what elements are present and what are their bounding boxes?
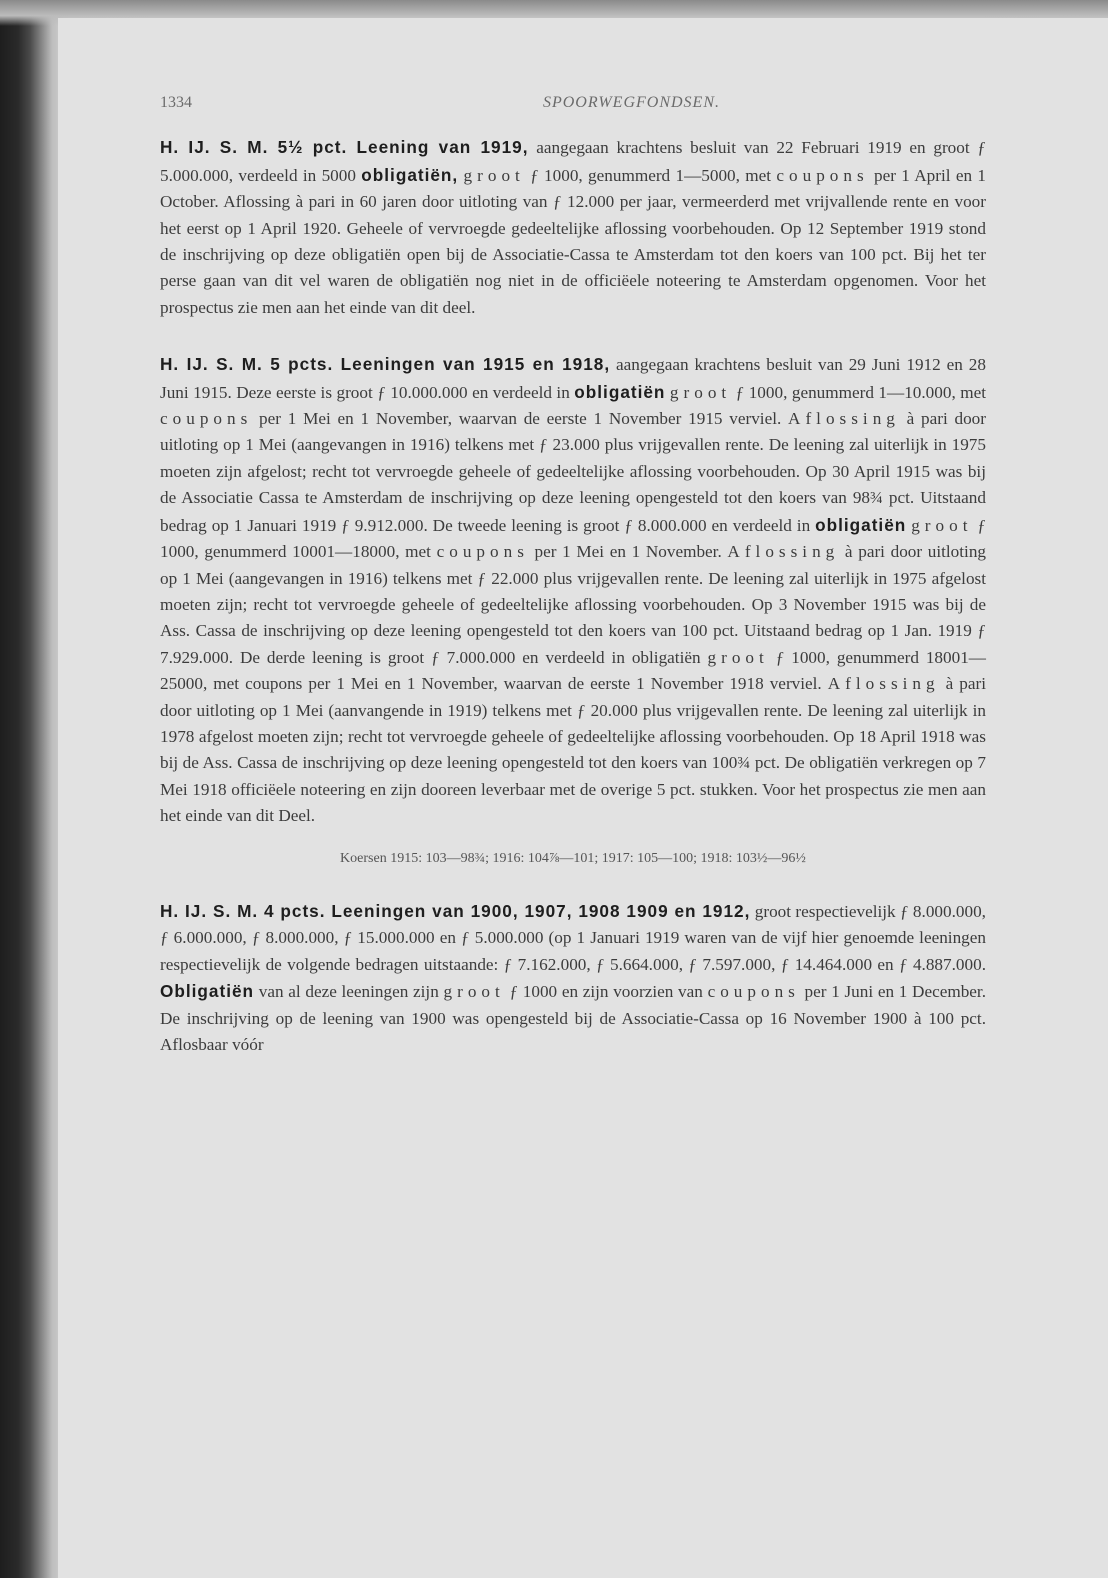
running-title: SPOORWEGFONDSEN. (542, 94, 720, 111)
page-number: 1334 (160, 94, 192, 111)
entry-heading: H. IJ. S. M. 5 pcts. Leeningen van 1915 en 1918, (160, 354, 611, 375)
entry-4-pct-1900-1912: H. IJ. S. M. 4 pcts. Leeningen van 1900, 1907, 1908 1909 en 1912, groot respectievelijk ƒ 8.000.000, ƒ 6.000.000, ƒ 8.000.000, ƒ 15.000.000 en ƒ 5.000.000 (op 1 Januari 1919 waren van de vijf hier genoemde leeningen respectievelijk de volgende bedragen uitstaande: ƒ 7.162.000, ƒ 5.664.000, ƒ 7.597.000, ƒ 14.464.000 en ƒ 4.887.000. Obligatiën van al deze leeningen zijn groot ƒ 1000 en zijn voorzien van coupons per 1 Juni en 1 December. De inschrijving op de leening van 1900 was opengesteld bij de Associatie-Cassa op 16 November 1900 à 100 pct. Aflosbaar vóór (160, 900, 986, 1054)
entry-5-pct-1915-1918: H. IJ. S. M. 5 pcts. Leeningen van 1915 en 1918, aangegaan krachtens besluit van 29 Juni 1912 en 28 Juni 1915. Deze eerste is groot ƒ 10.000.000 en verdeeld in obligatiën groot ƒ 1000, genummerd 1—10.000, met coupons per 1 Mei en 1 November, waarvan de eerste 1 November 1915 verviel. Aflossing à pari door uitloting op 1 Mei (aangevangen in 1916) telkens met ƒ 23.000 plus vrijgevallen rente. De leening zal uiterlijk in 1975 moeten zijn afgelost; recht tot vervroegde geheele of gedeeltelijke aflossing voorbehouden. Op 30 April 1915 was bij de Associatie Cassa te Amsterdam de inschrijving op deze leening opengesteld tot den koers van 98¾ pct. Uitstaand bedrag op 1 Januari 1919 ƒ 9.912.000. De tweede leening is groot ƒ 8.000.000 en verdeeld in obligatiën groot ƒ 1000, genummerd 10001—18000, met coupons per 1 Mei en 1 November. Aflossing à pari door uitloting op 1 Mei (aangevangen in 1916) telkens met ƒ 22.000 plus vrijgevallen rente. De leening zal uiterlijk in 1975 afgelost moeten zijn; recht tot vervroegde geheele of gedeeltelijke aflossing voorbehouden. Op 3 November 1915 was bij de Ass. Cassa de inschrijving op deze leening opengesteld tot den koers van 100 pct. Uitstaand bedrag op 1 Jan. 1919 ƒ 7.929.000. De derde leening is groot ƒ 7.000.000 en verdeeld in obligatiën groot ƒ 1000, genummerd 18001—25000, met coupons per 1 Mei en 1 November, waarvan de eerste 1 November 1918 verviel. Aflossing à pari door uitloting op 1 Mei (aanvangende in 1919) telkens met ƒ 20.000 plus vrijgevallen rente. De leening zal uiterlijk in 1978 afgelost moeten zijn; recht tot vervroegde geheele of gedeeltelijke aflossing voorbehouden. Op 18 April 1918 was bij de Ass. Cassa de inschrijving op deze leening opengesteld tot den koers van 100¾ pct. De obligatiën verkregen op 7 Mei 1918 officiëele noteering en zijn dooreen leverbaar met de overige 5 pct. stukken. Voor het prospectus zie men aan het einde van dit Deel. (160, 354, 987, 826)
page-body (160, 90, 986, 1088)
entry-5-5-pct-1919: H. IJ. S. M. 5½ pct. Leening van 1919, aangegaan krachtens besluit van 22 Februari 1919 en groot ƒ 5.000.000, verdeeld in 5000 obligatiën, groot ƒ 1000, genummerd 1—5000, met coupons per 1 April en 1 October. Aflossing à pari in 60 jaren door uitloting van ƒ 12.000 per jaar, vermeerderd met vrijvallende rente en voor het eerst op 1 April 1920. Geheele of vervroegde gedeeltelijke aflossing voorbehouden. Op 12 September 1919 stond de inschrijving op deze obligatiën open bij de Associatie-Cassa te Amsterdam tot den koers van 100 pct. Bij het ter perse gaan van dit vel waren de obligatiën nog niet in de officiëele noteering te Amsterdam opgenomen. Voor het prospectus zie men aan het einde van dit deel. (160, 137, 986, 317)
entry-heading: H. IJ. S. M. 4 pcts. Leeningen van 1900, 1907, 1908 1909 en 1912, (160, 900, 751, 921)
koersen-line: Koersen 1915: 103—98¾; 1916: 104⅞—101; 1917: 105—100; 1918: 103½—96½ (340, 850, 806, 866)
entry-heading: H. IJ. S. M. 5½ pct. Leening van 1919, (160, 137, 529, 158)
running-header (160, 90, 720, 116)
